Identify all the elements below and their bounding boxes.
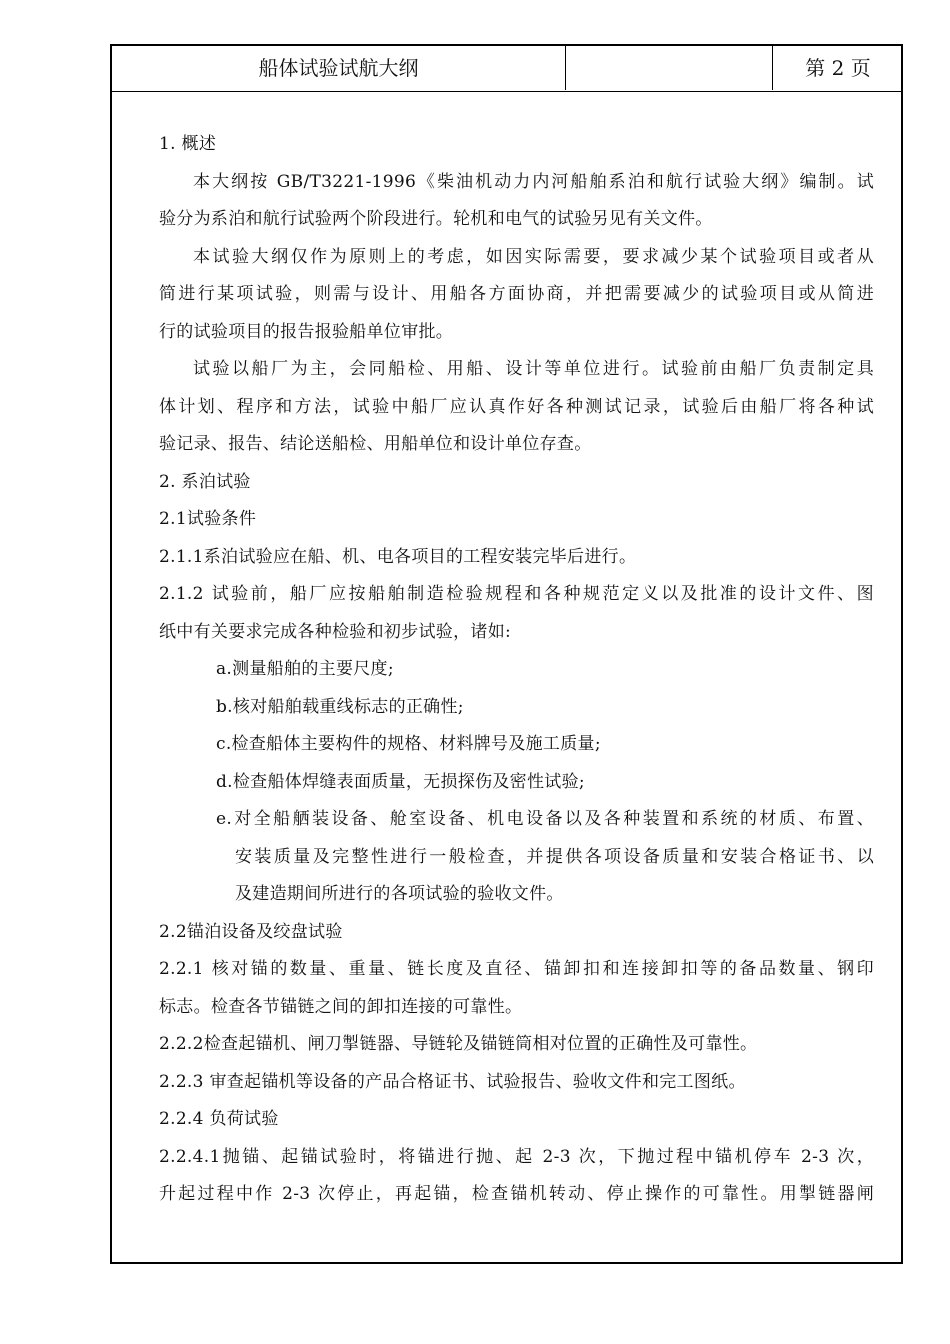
document-body: [159, 126, 874, 1214]
text-line: d.检查船体焊缝表面质量，无损探伤及密性试验;: [216, 771, 585, 792]
page-number: 第 2 页: [805, 56, 871, 80]
text-line: a.测量船舶的主要尺度;: [216, 659, 394, 679]
text-line: c.检查船体主要构件的规格、材料牌号及施工质量;: [216, 734, 601, 754]
document-title: 船体试验试航大纲: [112, 46, 566, 90]
text-line: 本试验大纲仅作为原则上的考虑，如因实际需要，要求减少某个试验项目或者从: [193, 246, 874, 267]
text-line: 2.2.3 审查起锚机等设备的产品合格证书、试验报告、验收文件和完工图纸。: [159, 1071, 746, 1092]
text-line: 2.1试验条件: [159, 509, 257, 529]
text-line: 安装质量及完整性进行一般检查，并提供各项设备质量和安装合格证书、以: [235, 846, 874, 867]
text-line: 2.2.1 核对锚的数量、重量、链长度及直径、锚卸扣和连接卸扣等的备品数量、钢印: [159, 959, 874, 979]
text-line: e.对全船舾装设备、舱室设备、机电设备以及各种装置和系统的材质、布置、: [216, 809, 874, 829]
page-frame: [110, 44, 903, 1264]
text-line: b.核对船舶载重线标志的正确性;: [216, 696, 464, 717]
text-line: 2.2锚泊设备及绞盘试验: [159, 921, 343, 942]
text-line: 验分为系泊和航行试验两个阶段进行。轮机和电气的试验另见有关文件。: [159, 209, 713, 229]
text-line: 标志。检查各节锚链之间的卸扣连接的可靠性。: [159, 996, 523, 1017]
text-line: 验记录、报告、结论送船检、用船单位和设计单位存查。: [159, 434, 592, 454]
text-line: 1. 概述: [159, 134, 217, 154]
text-line: 2.2.4.1抛锚、起锚试验时，将锚进行抛、起 2-3 次，下抛过程中锚机停车 2-3 次，: [159, 1146, 874, 1167]
text-line: 2. 系泊试验: [159, 471, 251, 492]
text-line: 体计划、程序和方法，试验中船厂应认真作好各种测试记录，试验后由船厂将各种试: [159, 396, 874, 417]
text-line: 及建造期间所进行的各项试验的验收文件。: [235, 884, 564, 904]
text-line: 升起过程中作 2-3 次停止，再起锚，检查锚机转动、停止操作的可靠性。用掣链器闸: [159, 1184, 874, 1204]
page-header: [112, 46, 901, 92]
text-line: 2.2.4 负荷试验: [159, 1109, 279, 1129]
text-line: 2.1.1系泊试验应在船、机、电各项目的工程安装完毕后进行。: [159, 546, 637, 567]
text-line: 行的试验项目的报告报验船单位审批。: [159, 321, 454, 342]
text-line: 2.1.2 试验前，船厂应按船舶制造检验规程和各种规范定义以及批准的设计文件、图: [159, 584, 874, 604]
text-line: 本大纲按 GB/T3221-1996《柴油机动力内河船舶系泊和航行试验大纲》编制。试: [193, 171, 874, 192]
text-line: 试验以船厂为主，会同船检、用船、设计等单位进行。试验前由船厂负责制定具: [193, 359, 874, 379]
text-line: 2.2.2检查起锚机、闸刀掣链器、导链轮及锚链筒相对位置的正确性及可靠性。: [159, 1034, 758, 1054]
text-line: 简进行某项试验，则需与设计、用船各方面协商，并把需要减少的试验项目或从简进: [159, 284, 874, 304]
header-blank-cell: [566, 46, 773, 90]
text-line: 纸中有关要求完成各种检验和初步试验，诸如:: [159, 621, 512, 642]
